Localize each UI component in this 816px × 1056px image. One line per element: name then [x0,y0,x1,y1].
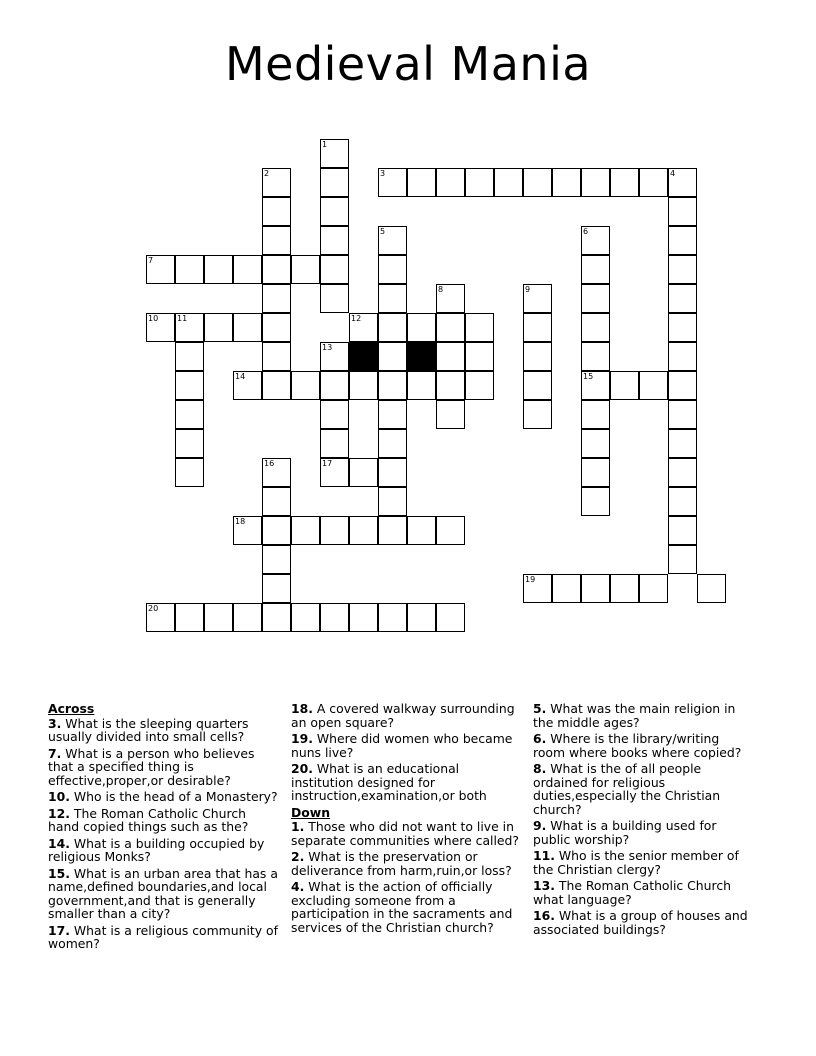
clue-item [533,762,753,816]
grid-cell[interactable] [262,313,291,342]
clue-number: 12 [351,314,362,323]
grid-cell[interactable] [204,313,233,342]
clue-number: 2 [264,169,270,178]
grid-cell[interactable] [262,284,291,313]
grid-cell[interactable] [378,516,407,545]
clue-item-text: What is the of all people ordained for religious duties,especially the Christian church? [533,761,721,817]
clue-item-number: 7. [48,745,62,761]
grid-cell[interactable] [668,313,697,342]
clue-item [48,790,280,804]
clue-item [48,717,280,744]
grid-cell[interactable] [320,197,349,226]
grid-cell[interactable] [407,371,436,400]
grid-cell[interactable] [262,545,291,574]
grid-cell[interactable] [552,574,581,603]
grid-cell[interactable] [233,516,262,545]
grid-cell[interactable] [175,371,204,400]
clue-item [291,820,521,847]
grid-cell[interactable] [407,516,436,545]
grid-cell[interactable] [436,168,465,197]
clue-item-text: What is a religious community of women? [48,922,278,951]
clue-item-number: 1. [291,819,305,834]
clue-item-number: 17. [48,922,70,938]
clue-item-number: 16. [533,908,555,923]
grid-cell[interactable] [262,516,291,545]
grid-cell[interactable] [349,313,378,342]
clue-item-number: 8. [533,761,547,776]
grid-cell[interactable] [581,313,610,342]
clue-item-text: What is the action of officially excluding someone from a participation in the sacraments and services of the Christian church? [291,879,513,935]
clue-item [291,732,521,759]
grid-cell[interactable] [262,574,291,603]
clue-number: 13 [322,343,333,352]
grid-cell[interactable] [320,603,349,632]
grid-cell[interactable] [407,603,436,632]
grid-cell[interactable] [581,400,610,429]
grid-cell[interactable] [610,574,639,603]
grid-cell[interactable] [262,168,291,197]
clue-item-number: 11. [533,848,555,863]
clue-number: 19 [525,575,536,584]
clue-item-number: 10. [48,789,70,804]
grid-cell[interactable] [378,458,407,487]
puzzle-title: Medieval Mania [224,37,592,91]
clue-item [533,849,753,876]
grid-cell[interactable] [465,168,494,197]
grid-cell[interactable] [436,342,465,371]
grid-cell[interactable] [378,487,407,516]
clue-item-text: Where is the library/writing room where books where copied? [533,731,742,760]
clue-item-number: 9. [533,818,547,833]
grid-cell-blocked [407,342,436,371]
grid-cell[interactable] [668,255,697,284]
clue-number: 3 [380,169,386,178]
grid-cell[interactable] [668,400,697,429]
grid-cell[interactable] [146,313,175,342]
clue-item [291,762,521,803]
grid-cell[interactable] [581,574,610,603]
grid-cell[interactable] [465,371,494,400]
grid-cell-blocked [349,342,378,371]
grid-cell[interactable] [523,168,552,197]
grid-cell[interactable] [320,284,349,313]
clue-item [48,924,280,951]
grid-cell[interactable] [581,487,610,516]
clue-number: 14 [235,372,246,381]
grid-cell[interactable] [581,168,610,197]
grid-cell[interactable] [262,458,291,487]
grid-cell[interactable] [436,313,465,342]
grid-cell[interactable] [581,429,610,458]
grid-cell[interactable] [349,603,378,632]
clue-number: 4 [670,169,676,178]
grid-cell[interactable] [407,168,436,197]
clue-item [533,879,753,906]
grid-cell[interactable] [233,313,262,342]
clue-number: 5 [380,227,386,236]
clue-number: 20 [148,604,159,613]
clue-item-number: 14. [48,835,70,851]
clue-number: 15 [583,372,594,381]
grid-cell[interactable] [610,371,639,400]
grid-cell[interactable] [668,342,697,371]
grid-cell[interactable] [175,400,204,429]
grid-cell[interactable] [378,168,407,197]
grid-cell[interactable] [320,516,349,545]
clues-section-header: Down [291,804,331,820]
grid-cell[interactable] [697,574,726,603]
grid-cell[interactable] [436,284,465,313]
clue-item-text: A covered walkway surrounding an open square? [291,701,515,730]
clue-item-text: What is a group of houses and associated buildings? [533,908,748,937]
grid-cell[interactable] [291,516,320,545]
grid-cell[interactable] [523,371,552,400]
grid-cell[interactable] [668,545,697,574]
grid-cell[interactable] [581,284,610,313]
grid-cell[interactable] [494,168,523,197]
grid-cell[interactable] [581,342,610,371]
grid-cell[interactable] [581,226,610,255]
grid-cell[interactable] [378,371,407,400]
grid-cell[interactable] [523,284,552,313]
clue-item-number: 15. [48,865,70,881]
grid-cell[interactable] [320,458,349,487]
grid-cell[interactable] [436,400,465,429]
grid-cell[interactable] [291,255,320,284]
clue-item-text: What is the sleeping quarters usually divided into small cells? [48,715,249,744]
grid-cell[interactable] [291,603,320,632]
grid-cell[interactable] [378,342,407,371]
grid-cell[interactable] [262,603,291,632]
clue-item-text: The Roman Catholic Church hand copied things such as the? [48,805,249,834]
grid-cell[interactable] [320,342,349,371]
grid-cell[interactable] [668,429,697,458]
clue-number: 18 [235,517,246,526]
grid-cell[interactable] [175,342,204,371]
grid-cell[interactable] [668,458,697,487]
grid-cell[interactable] [668,487,697,516]
clues-section-header: Across [48,701,95,716]
clue-item-text: Those who did not want to live in separate communities where called? [291,819,519,848]
clue-item-text: What is an educational institution designed for instruction,examination,or both [291,761,487,803]
clue-number: 10 [148,314,159,323]
clue-item-number: 5. [533,701,547,716]
clue-item-text: Who is the senior member of the Christian clergy? [533,848,739,877]
grid-cell[interactable] [407,313,436,342]
clue-number: 7 [148,256,154,265]
grid-cell[interactable] [262,342,291,371]
clue-item-text: What is a person who believes that a specified thing is effective,proper,or desirable? [48,745,255,788]
grid-cell[interactable] [349,458,378,487]
clue-item-number: 4. [291,879,305,894]
grid-cell[interactable] [378,429,407,458]
clue-item-text: What was the main religion in the middle ages? [533,701,736,730]
grid-cell[interactable] [175,313,204,342]
clue-number: 6 [583,227,589,236]
clue-item [48,747,280,788]
grid-cell[interactable] [175,458,204,487]
grid-cell[interactable] [668,284,697,313]
grid-cell[interactable] [204,603,233,632]
grid-cell[interactable] [668,168,697,197]
grid-cell[interactable] [378,255,407,284]
grid-cell[interactable] [668,516,697,545]
clue-item [48,807,280,834]
clue-item [533,909,753,936]
grid-cell[interactable] [233,371,262,400]
grid-cell[interactable] [378,400,407,429]
clue-item-number: 6. [533,731,547,746]
clue-item [291,850,521,877]
grid-cell[interactable] [233,255,262,284]
grid-cell[interactable] [320,226,349,255]
grid-cell[interactable] [146,255,175,284]
grid-cell[interactable] [262,226,291,255]
grid-cell[interactable] [436,516,465,545]
grid-cell[interactable] [581,458,610,487]
grid-cell[interactable] [175,255,204,284]
clue-number: 1 [322,140,328,149]
grid-cell[interactable] [436,603,465,632]
grid-cell[interactable] [349,516,378,545]
clue-item-number: 3. [48,715,62,731]
grid-cell[interactable] [581,371,610,400]
clue-item-number: 18. [291,701,313,716]
grid-cell[interactable] [233,603,262,632]
grid-cell[interactable] [262,487,291,516]
clue-item-text: What is an urban area that has a name,defined boundaries,and local government,and that is generally smaller than a city? [48,865,278,921]
grid-cell[interactable] [552,168,581,197]
grid-cell[interactable] [378,226,407,255]
grid-cell[interactable] [320,400,349,429]
grid-cell[interactable] [320,429,349,458]
clues-column-3 [533,702,753,939]
clues-column-1 [48,702,280,954]
grid-cell[interactable] [262,197,291,226]
clue-item-text: What is a building occupied by religious Monks? [48,835,265,864]
clue-item-number: 2. [291,849,305,864]
clue-number: 17 [322,459,333,468]
grid-cell[interactable] [436,371,465,400]
grid-cell[interactable] [320,255,349,284]
grid-cell[interactable] [523,574,552,603]
clue-item-text: What is the preservation or deliverance from harm,ruin,or loss? [291,849,512,878]
grid-cell[interactable] [523,313,552,342]
grid-cell[interactable] [175,429,204,458]
clue-item-text: Who is the head of a Monastery? [69,789,278,804]
grid-cell[interactable] [320,139,349,168]
grid-cell[interactable] [204,255,233,284]
grid-cell[interactable] [262,255,291,284]
grid-cell[interactable] [668,197,697,226]
grid-cell[interactable] [639,168,668,197]
clue-number: 16 [264,459,275,468]
grid-cell[interactable] [639,371,668,400]
grid-cell[interactable] [320,371,349,400]
grid-cell[interactable] [378,313,407,342]
grid-cell[interactable] [668,226,697,255]
grid-cell[interactable] [146,603,175,632]
clue-item [48,867,280,921]
clue-item [533,819,753,846]
grid-cell[interactable] [262,371,291,400]
grid-cell[interactable] [668,371,697,400]
grid-cell[interactable] [523,400,552,429]
grid-cell[interactable] [349,371,378,400]
grid-cell[interactable] [610,168,639,197]
clue-item-text: Where did women who became nuns live? [291,731,513,760]
clue-item-text: The Roman Catholic Church what language? [533,878,731,907]
clue-number: 9 [525,285,531,294]
grid-cell[interactable] [465,313,494,342]
grid-cell[interactable] [378,284,407,313]
clue-item [48,837,280,864]
grid-cell[interactable] [523,342,552,371]
clue-item [533,702,753,729]
clue-item-text: What is a building used for public worship? [533,818,717,847]
grid-cell[interactable] [581,255,610,284]
grid-cell[interactable] [175,603,204,632]
clue-number: 11 [177,314,188,323]
clue-item [291,702,521,729]
grid-cell[interactable] [465,342,494,371]
clues-column-2 [291,702,521,937]
clue-item [533,732,753,759]
grid-cell[interactable] [639,574,668,603]
grid-cell[interactable] [320,168,349,197]
clue-item [291,880,521,934]
clue-item-number: 19. [291,731,313,746]
grid-cell[interactable] [291,371,320,400]
grid-cell[interactable] [378,603,407,632]
clue-item-number: 12. [48,805,70,821]
clue-number: 8 [438,285,444,294]
clue-item-number: 13. [533,878,555,893]
clue-item-number: 20. [291,761,313,776]
